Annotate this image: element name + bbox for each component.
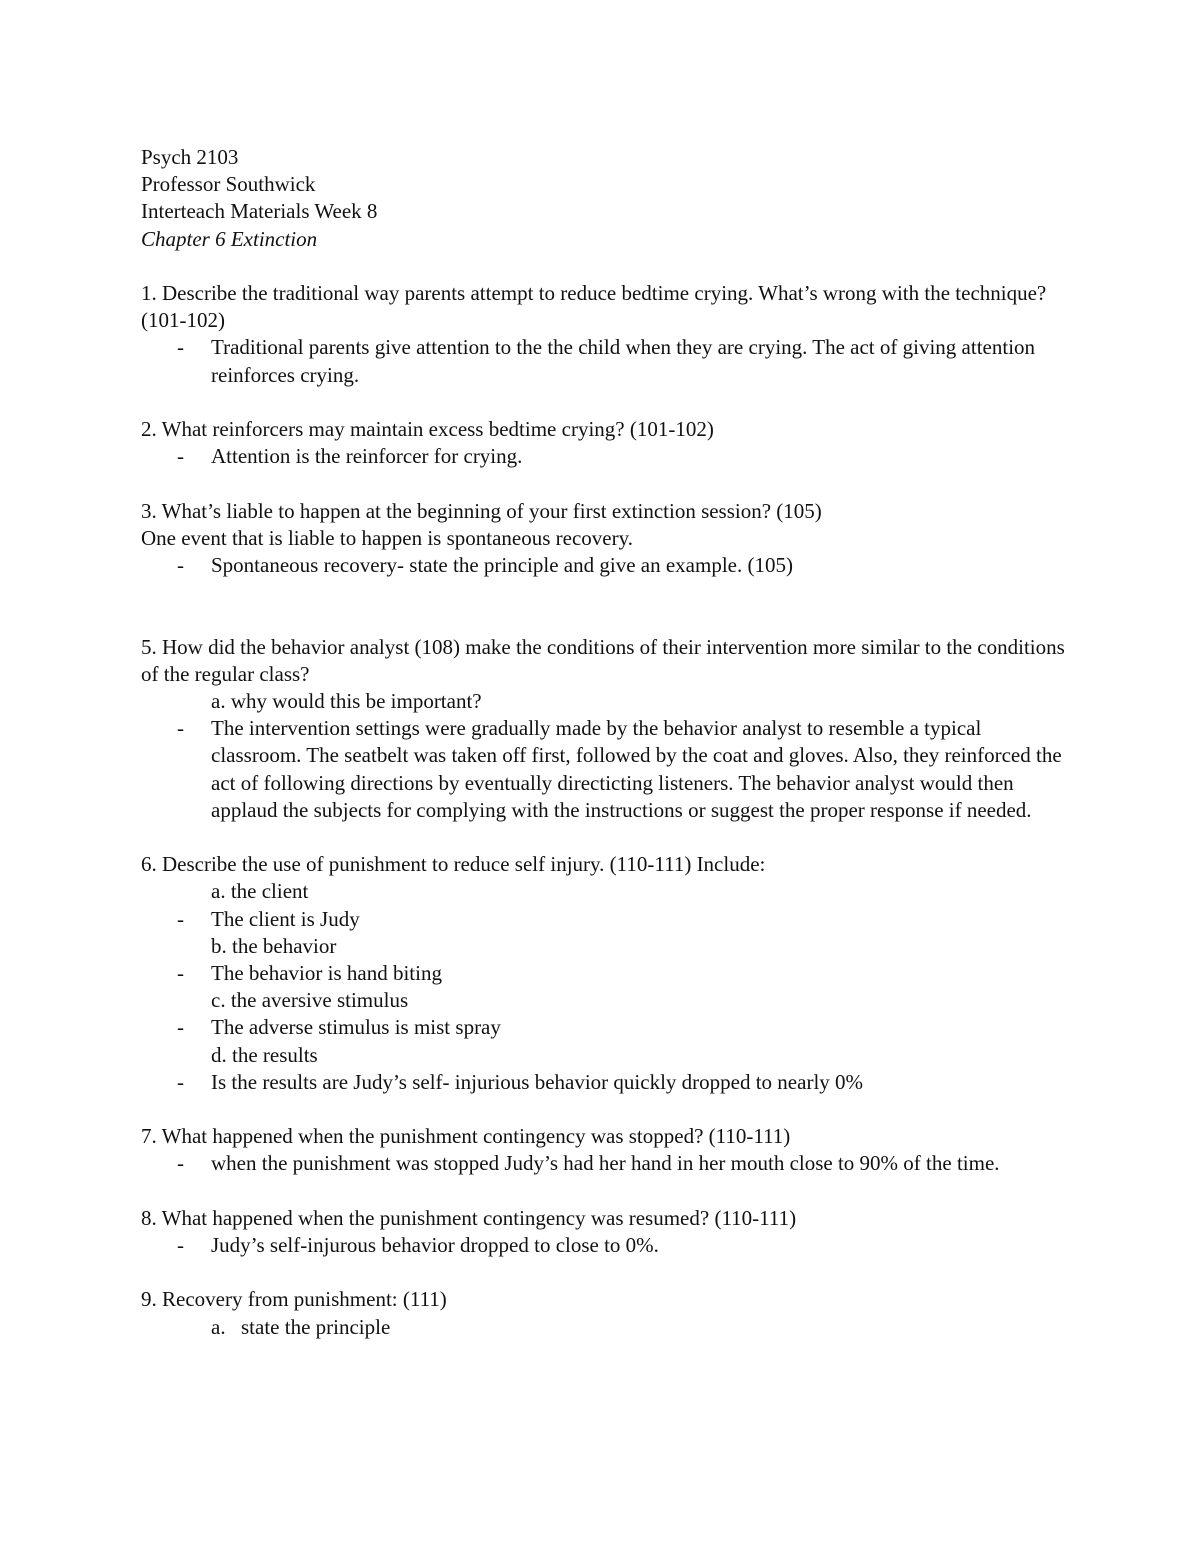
answer-text: Spontaneous recovery- state the principle and give an example. (105)	[211, 553, 793, 577]
answer-text: The intervention settings were gradually made by the behavior analyst to resemble a typical classroom. The seatbelt was taken off first, followed by the coat and gloves. Also, they reinforced the act of following directions by eventually directicting listeners. The behavior analyst would then applaud the subjects for complying with the instructions or suggest the proper response if needed.	[211, 716, 1062, 822]
sub-question-a: a. the client	[211, 879, 309, 904]
answer-text: Attention is the reinforcer for crying.	[211, 444, 523, 469]
sub-question-a	[141, 1314, 1066, 1341]
document-header	[141, 144, 1066, 253]
dash-bullet: -	[177, 335, 184, 360]
answer-bullet	[141, 1014, 1066, 1041]
question-2	[141, 416, 1066, 470]
dash-bullet: -	[177, 906, 184, 931]
dash-bullet: -	[177, 1151, 184, 1176]
dash-bullet: -	[177, 961, 184, 986]
answer-text: Judy’s self-injurous behavior dropped to close to 0%.	[211, 1233, 659, 1258]
dash-bullet: -	[177, 1233, 184, 1258]
answer-text: The client is Judy	[211, 906, 360, 931]
question-text: 5. How did the behavior analyst (108) make the conditions of their intervention more similar to the conditions of the regular class?	[141, 634, 1065, 686]
dash-bullet: -	[177, 553, 184, 577]
question-text: 1. Describe the traditional way parents attempt to reduce bedtime crying. What’s wrong with the technique? (101-102)	[141, 281, 1047, 333]
question-7	[141, 1123, 1066, 1177]
answer-bullet	[141, 1150, 1066, 1177]
question-text: 8. What happened when the punishment contingency was resumed? (110-111)	[141, 1205, 797, 1230]
chapter-title: Chapter 6 Extinction	[141, 226, 318, 251]
question-9	[141, 1286, 1066, 1340]
professor-name: Professor Southwick	[141, 172, 316, 197]
sub-text: state the principle	[241, 1314, 391, 1339]
answer-text: The adverse stimulus is mist spray	[211, 1015, 501, 1040]
sub-label: a.	[211, 1314, 226, 1339]
question-3	[141, 498, 1066, 580]
materials-title: Interteach Materials Week 8	[141, 199, 378, 224]
answer-bullet	[141, 552, 1066, 579]
answer-bullet	[141, 334, 1066, 388]
question-text: 7. What happened when the punishment contingency was stopped? (110-111)	[141, 1124, 791, 1149]
answer-bullet	[141, 715, 1066, 824]
question-5	[141, 634, 1066, 824]
answer-bullet	[141, 1232, 1066, 1259]
dash-bullet: -	[177, 1069, 184, 1094]
dash-bullet: -	[177, 444, 184, 469]
answer-text: Traditional parents give attention to the the child when they are crying. The act of giving attention reinforces crying.	[211, 335, 1036, 387]
sub-question-c: c. the aversive stimulus	[211, 988, 409, 1013]
question-1	[141, 280, 1066, 389]
sub-question-b: b. the behavior	[211, 933, 337, 958]
answer-bullet	[141, 1069, 1066, 1096]
question-text: 6. Describe the use of punishment to reduce self injury. (110-111) Include:	[141, 852, 766, 877]
sub-question-a: a. why would this be important?	[211, 689, 482, 713]
question-note: One event that is liable to happen is spontaneous recovery.	[141, 525, 633, 550]
course-title: Psych 2103	[141, 145, 239, 169]
question-text: 3. What’s liable to happen at the beginning of your first extinction session? (105)	[141, 498, 822, 523]
answer-bullet	[141, 906, 1066, 933]
question-8	[141, 1205, 1066, 1259]
document-page	[141, 144, 1066, 1341]
answer-text: when the punishment was stopped Judy’s had her hand in her mouth close to 90% of the time.	[211, 1151, 1000, 1176]
dash-bullet: -	[177, 716, 184, 741]
answer-bullet	[141, 443, 1066, 470]
dash-bullet: -	[177, 1015, 184, 1040]
answer-text: The behavior is hand biting	[211, 961, 442, 986]
sub-question-d: d. the results	[211, 1042, 318, 1067]
question-text: 2. What reinforcers may maintain excess bedtime crying? (101-102)	[141, 417, 714, 441]
answer-text: Is the results are Judy’s self- injurious behavior quickly dropped to nearly 0%	[211, 1069, 864, 1094]
question-6	[141, 851, 1066, 1096]
question-text: 9. Recovery from punishment: (111)	[141, 1287, 447, 1312]
answer-bullet	[141, 960, 1066, 987]
